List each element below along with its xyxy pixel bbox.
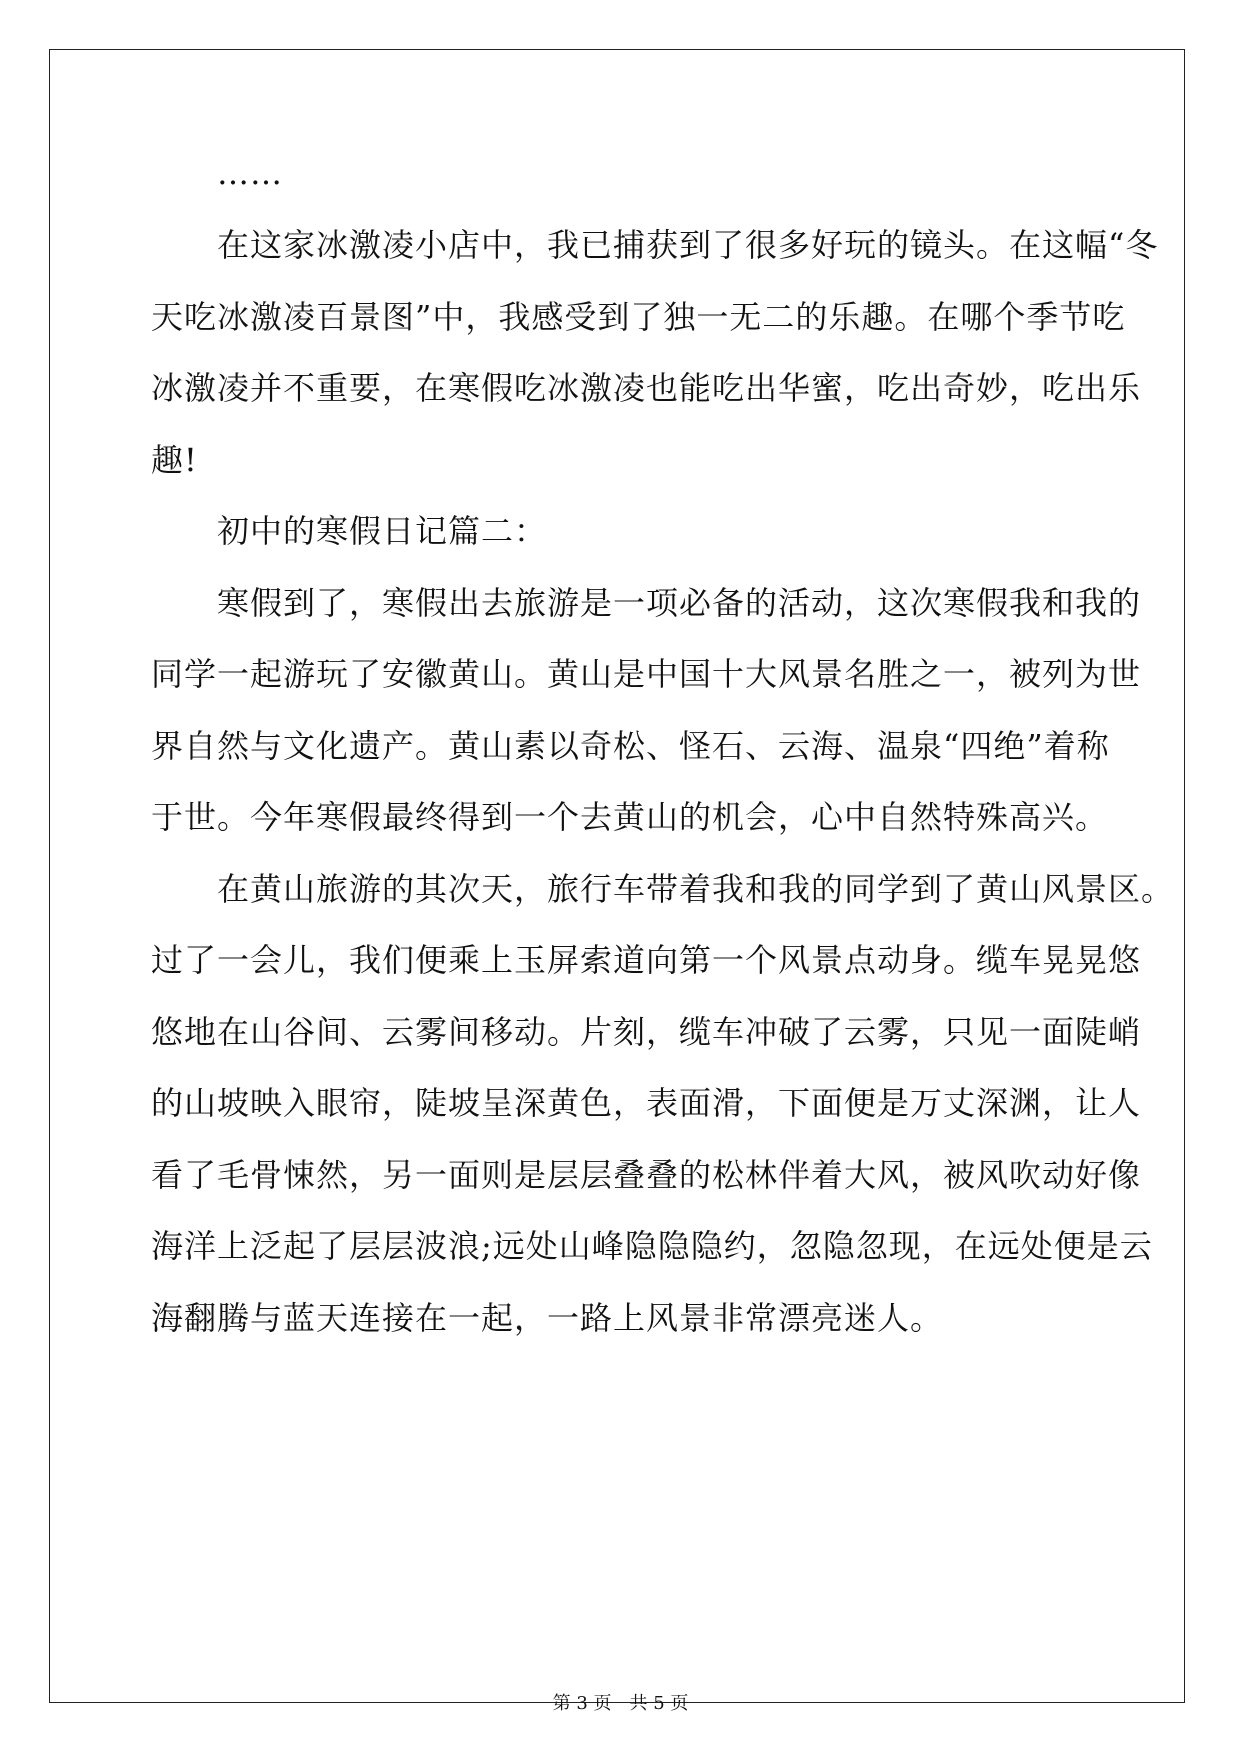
text-line: 于世。今年寒假最终得到一个去黄山的机会，心中自然特殊高兴。	[151, 798, 1109, 836]
section-heading: 初中的寒假日记篇二：	[151, 512, 548, 550]
text-line: 寒假到了，寒假出去旅游是一项必备的活动，这次寒假我和我的	[151, 584, 1142, 622]
text-line: 海翻腾与蓝天连接在一起，一路上风景非常漂亮迷人。	[151, 1299, 944, 1337]
text-line: 同学一起游玩了安徽黄山。黄山是中国十大风景名胜之一，被列为世	[151, 655, 1142, 693]
page-number-footer: 第 3 页 共 5 页	[552, 1693, 689, 1714]
text-line: 界自然与文化遗产。黄山素以奇松、怪石、云海、温泉“四绝”着称	[151, 727, 1110, 765]
text-line: 看了毛骨悚然，另一面则是层层叠叠的松林伴着大风，被风吹动好像	[151, 1156, 1142, 1194]
text-line: 在黄山旅游的其次天，旅行车带着我和我的同学到了黄山风景区。	[151, 870, 1175, 908]
ellipsis-line: ……	[151, 154, 284, 192]
text-line: 的山坡映入眼帘，陡坡呈深黄色，表面滑，下面便是万丈深渊，让人	[151, 1084, 1142, 1122]
text-line: 冰激凌并不重要，在寒假吃冰激凌也能吃出华蜜，吃出奇妙，吃出乐	[151, 369, 1142, 407]
text-line: 悠地在山谷间、云雾间移动。片刻，缆车冲破了云雾，只见一面陡峭	[151, 1013, 1142, 1051]
text-line: 天吃冰激凌百景图”中，我感受到了独一无二的乐趣。在哪个季节吃	[151, 298, 1126, 336]
text-line: 过了一会儿，我们便乘上玉屏索道向第一个风景点动身。缆车晃晃悠	[151, 941, 1142, 979]
text-line: 趣!	[151, 441, 198, 479]
text-line: 在这家冰激凌小店中，我已捕获到了很多好玩的镜头。在这幅“冬	[151, 226, 1159, 264]
text-line: 海洋上泛起了层层波浪;远处山峰隐隐隐约，忽隐忽现，在远处便是云	[151, 1227, 1153, 1265]
